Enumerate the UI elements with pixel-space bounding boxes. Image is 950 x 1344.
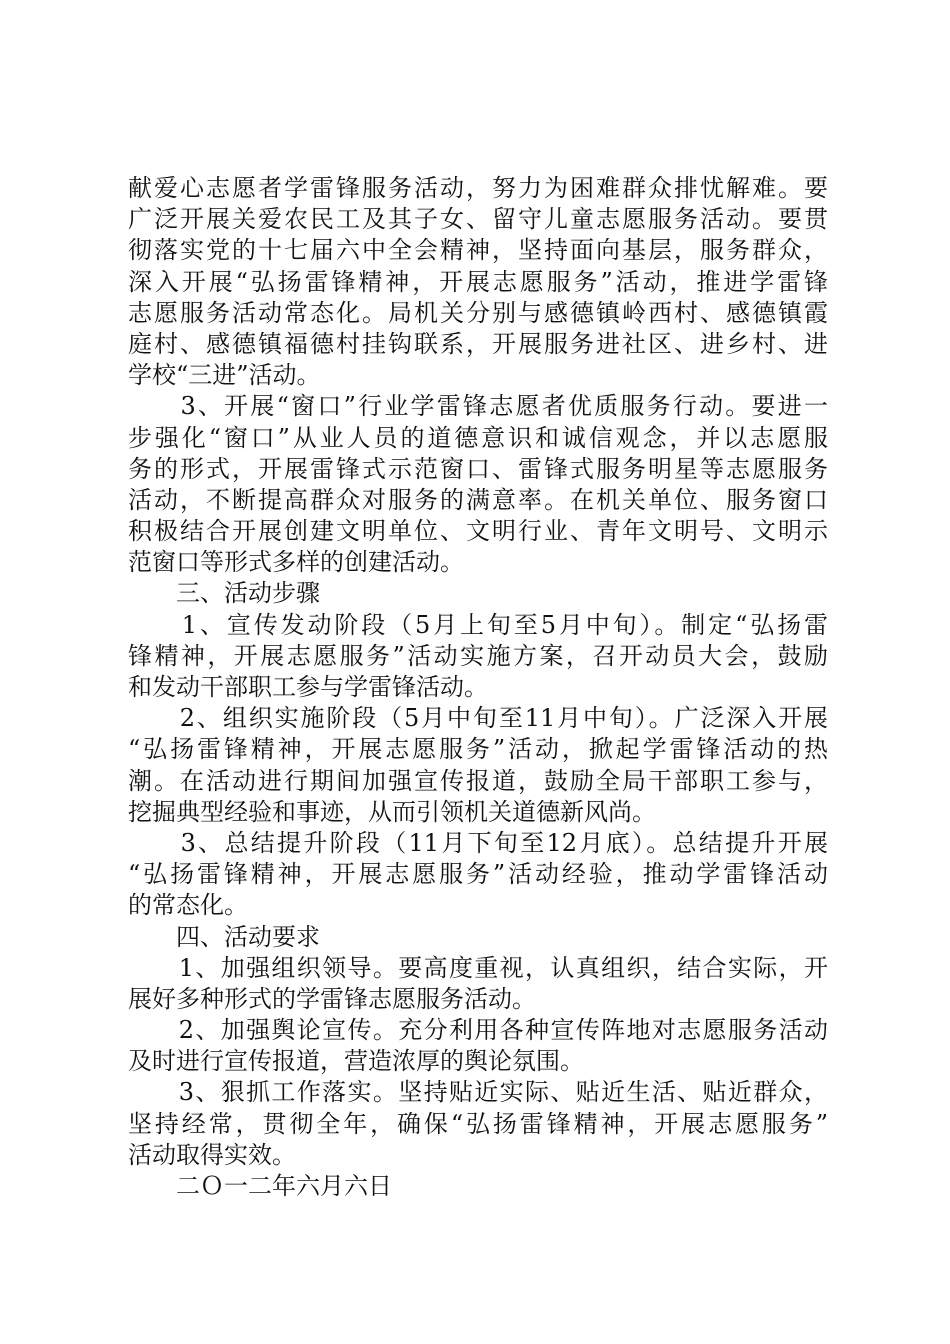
text-line: 2、加强舆论宣传。充分利用各种宣传阵地对志愿服务活动 [128, 1016, 828, 1045]
paragraph-end-line: 活动取得实效。 [128, 1140, 296, 1169]
text-line: 3、开展“窗口”行业学雷锋志愿者优质服务行动。要进一 [128, 392, 828, 421]
text-line: 2、组织实施阶段（5月中旬至11月中旬）。广泛深入开展 [128, 704, 828, 733]
document-date: 二Ｏ一二年六月六日 [128, 1172, 392, 1200]
text-line: 务的形式，开展雷锋式示范窗口、雷锋式服务明星等志愿服务 [128, 454, 828, 483]
text-line: 潮。在活动进行期间加强宣传报道，鼓励全局干部职工参与， [128, 766, 828, 795]
text-line: 锋精神，开展志愿服务”活动实施方案，召开动员大会，鼓励 [128, 641, 828, 670]
section-heading: 四、活动要求 [128, 922, 320, 951]
section-heading: 三、活动步骤 [128, 579, 320, 608]
text-line: 庭村、感德镇福德村挂钩联系，开展服务进社区、进乡村、进 [128, 329, 828, 358]
text-line: 广泛开展关爱农民工及其子女、留守儿童志愿服务活动。要贯 [128, 205, 828, 234]
paragraph-end-line: 范窗口等形式多样的创建活动。 [128, 548, 464, 577]
text-line: 3、狠抓工作落实。坚持贴近实际、贴近生活、贴近群众， [128, 1078, 828, 1107]
text-line: 1、宣传发动阶段（5月上旬至5月中旬）。制定“弘扬雷 [128, 610, 828, 639]
text-line: 志愿服务活动常态化。局机关分别与感德镇岭西村、感德镇霞 [128, 298, 828, 327]
paragraph-end-line: 和发动干部职工参与学雷锋活动。 [128, 673, 488, 701]
text-line: 献爱心志愿者学雷锋服务活动，努力为困难群众排忧解难。要 [128, 174, 828, 202]
text-line: 1、加强组织领导。要高度重视，认真组织，结合实际，开 [128, 953, 828, 982]
text-line: 坚持经常，贯彻全年，确保“弘扬雷锋精神，开展志愿服务” [128, 1109, 828, 1138]
text-line: 活动，不断提高群众对服务的满意率。在机关单位、服务窗口 [128, 485, 828, 514]
text-line: 3、总结提升阶段（11月下旬至12月底）。总结提升开展 [128, 828, 828, 857]
text-line: 步强化“窗口”从业人员的道德意识和诚信观念，并以志愿服 [128, 423, 828, 452]
text-line: 积极结合开展创建文明单位、文明行业、青年文明号、文明示 [128, 517, 828, 546]
text-line: 彻落实党的十七届六中全会精神，坚持面向基层，服务群众， [128, 236, 828, 265]
paragraph-end-line: 及时进行宣传报道，营造浓厚的舆论氛围。 [128, 1047, 584, 1076]
paragraph-end-line: 展好多种形式的学雷锋志愿服务活动。 [128, 984, 536, 1013]
document-body [128, 173, 828, 1202]
paragraph-end-line: 的常态化。 [128, 891, 248, 920]
text-line: “弘扬雷锋精神，开展志愿服务”活动，掀起学雷锋活动的热 [128, 735, 828, 764]
paragraph-end-line: 挖掘典型经验和事迹，从而引领机关道德新风尚。 [128, 797, 656, 826]
text-line: “弘扬雷锋精神，开展志愿服务”活动经验，推动学雷锋活动 [128, 860, 828, 889]
text-line: 深入开展“弘扬雷锋精神，开展志愿服务”活动，推进学雷锋 [128, 267, 828, 296]
paragraph-end-line: 学校“三进”活动。 [128, 361, 321, 390]
